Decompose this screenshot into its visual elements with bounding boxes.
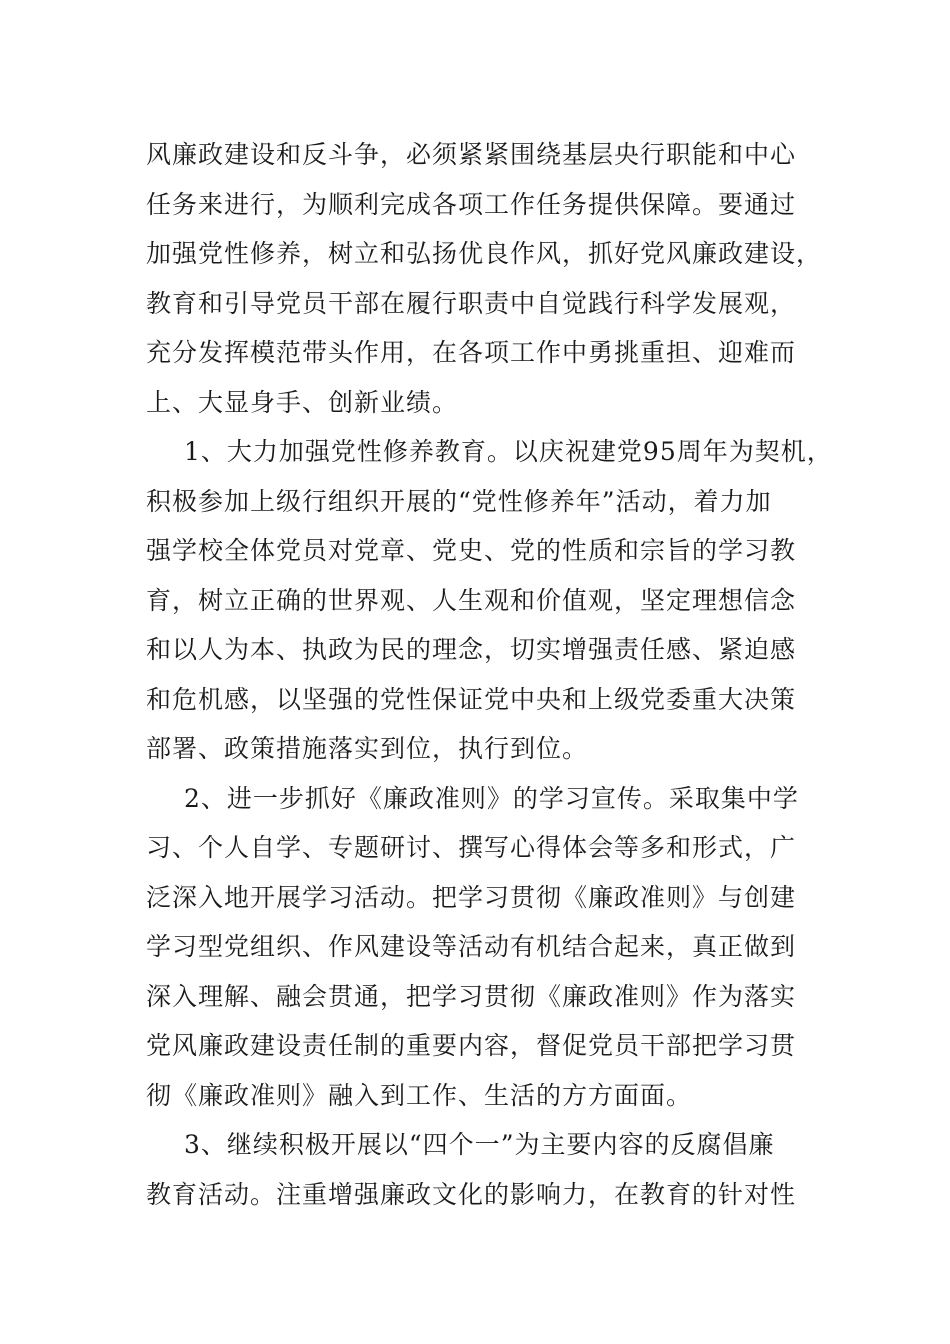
text-line: 彻《廉政准则》融入到工作、生活的方方面面。 bbox=[146, 1080, 693, 1110]
text-line: 泛深入地开展学习活动。把学习贯彻《廉政准则》与创建 bbox=[146, 882, 797, 912]
text-line: 育，树立正确的世界观、人生观和价值观，坚定理想信念 bbox=[146, 585, 797, 615]
text-line: 任务来进行，为顺利完成各项工作任务提供保障。要通过 bbox=[146, 189, 797, 219]
text-line: 和以人为本、执政为民的理念，切实增强责任感、紧迫感 bbox=[146, 635, 797, 664]
text-line: 和危机感，以坚强的党性保证党中央和上级党委重大决策 bbox=[146, 684, 797, 714]
document-body bbox=[146, 130, 833, 1219]
text-line: 教育和引导党员干部在履行职责中自觉践行科学发展观， bbox=[146, 288, 797, 318]
paragraph-2-first-line: 2、进一步抓好《廉政准则》的学习宣传。采取集中学 bbox=[184, 783, 799, 813]
text-line: 深入理解、融会贯通，把学习贯彻《廉政准则》作为落实 bbox=[146, 981, 797, 1011]
text-line: 党风廉政建设责任制的重要内容，督促党员干部把学习贯 bbox=[146, 1031, 797, 1060]
text-line: 积极参加上级行组织开展的“党性修养年”活动，着力加 bbox=[146, 486, 772, 516]
text-line: 加强党性修养，树立和弘扬优良作风，抓好党风廉政建设， bbox=[146, 239, 823, 268]
text-line: 教育活动。注重增强廉政文化的影响力，在教育的针对性 bbox=[146, 1179, 797, 1209]
paragraph-3-first-line: 3、继续积极开展以“四个一”为主要内容的反腐倡廉 bbox=[184, 1130, 775, 1159]
text-line: 学习型党组织、作风建设等活动有机结合起来，真正做到 bbox=[146, 932, 797, 961]
text-line: 风廉政建设和反斗争，必须紧紧围绕基层央行职能和中心 bbox=[146, 140, 797, 169]
paragraph-1-first-line: 1、大力加强党性修养教育。以庆祝建党95周年为契机， bbox=[184, 437, 833, 466]
text-line: 强学校全体党员对党章、党史、党的性质和宗旨的学习教 bbox=[146, 536, 797, 565]
text-line: 习、个人自学、专题研讨、撰写心得体会等多和形式，广 bbox=[146, 833, 797, 862]
text-line: 上、大显身手、创新业绩。 bbox=[146, 387, 459, 417]
text-line: 部署、政策措施落实到位，执行到位。 bbox=[146, 734, 589, 763]
text-line: 充分发挥模范带头作用，在各项工作中勇挑重担、迎难而 bbox=[146, 338, 797, 367]
